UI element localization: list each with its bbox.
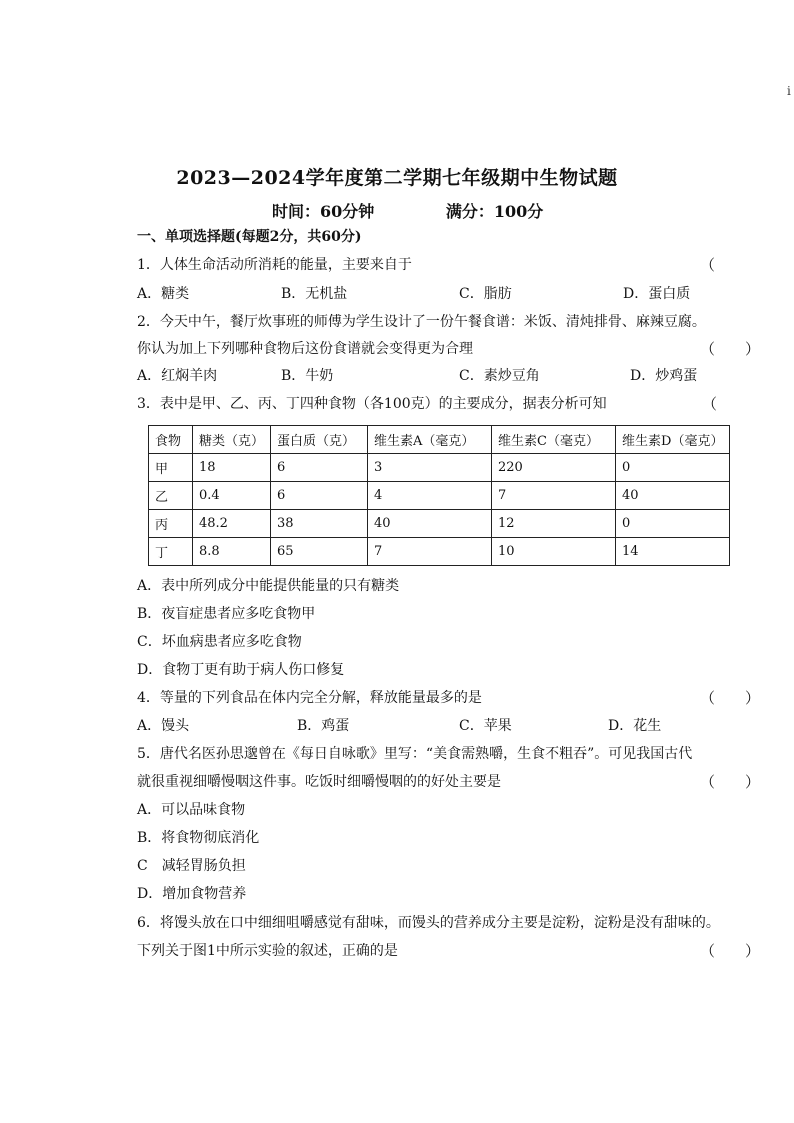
table-cell: 48.2 [193,510,271,538]
question-5-answer-paren: （ ） [700,773,761,791]
table-cell: 40 [368,510,492,538]
question-5-stem-line2: 就很重视细嚼慢咽这件事。吃饭时细嚼慢咽的的好处主要是 [137,774,501,790]
question-5-option-d: D．增加食物营养 [137,886,247,902]
question-3-option-b: B．夜盲症患者应多吃食物甲 [137,606,316,622]
question-1-option-b: B．无机盐 [281,286,348,302]
question-5-option-c: C 减轻胃肠负担 [137,858,246,874]
table-header-cell: 食物 [149,426,193,454]
question-1-option-d: D．蛋白质 [623,286,691,302]
page-title: 2023—2024学年度第二学期七年级期中生物试题 [176,167,618,189]
table-cell: 14 [616,538,730,566]
question-2-stem-line1: 2．今天中午，餐厅炊事班的师傅为学生设计了一份午餐食谱：米饭、清炖排骨、麻辣豆腐。 [137,314,706,330]
question-2-option-d: D．炒鸡蛋 [630,368,698,384]
table-row [149,482,730,510]
question-1-stem: 1．人体生命活动所消耗的能量，主要来自于 [137,257,412,273]
question-3-stem: 3．表中是甲、乙、丙、丁四种食物（各100克）的主要成分，据表分析可知 [137,396,607,412]
question-1-option-a: A．糖类 [137,286,190,302]
question-2-stem-line2: 你认为加上下列哪种食物后这份食谱就会变得更为合理 [137,341,473,357]
table-header-cell: 蛋白质（克） [271,426,368,454]
exam-time: 时间：60分钟 [272,202,375,221]
table-cell: 8.8 [193,538,271,566]
question-1-option-c: C．脂肪 [459,286,512,302]
table-cell: 12 [492,510,616,538]
table-row [149,510,730,538]
question-3-option-d: D．食物丁更有助于病人伤口修复 [137,662,345,678]
question-4-stem: 4．等量的下列食品在体内完全分解，释放能量最多的是 [137,690,482,706]
question-4-option-a: A．馒头 [137,718,190,734]
table-cell: 40 [616,482,730,510]
table-cell: 65 [271,538,368,566]
question-2-answer-paren: （ ） [700,340,761,358]
exam-score: 满分：100分 [445,202,544,221]
corner-mark: i [787,84,791,98]
table-cell: 38 [271,510,368,538]
question-4-option-d: D．花生 [608,718,662,734]
table-header-cell: 维生素C（毫克） [492,426,616,454]
question-3-option-c: C．坏血病患者应多吃食物 [137,634,302,650]
table-row [149,538,730,566]
question-1-answer-paren: （ [700,256,716,274]
table-cell: 6 [271,454,368,482]
table-cell: 10 [492,538,616,566]
question-3-option-a: A．表中所列成分中能提供能量的只有糖类 [137,578,400,594]
table-cell: 4 [368,482,492,510]
nutrient-table [148,425,730,566]
table-cell: 甲 [149,454,193,482]
table-header-cell: 糖类（克） [193,426,271,454]
table-header-cell: 维生素D（毫克） [616,426,730,454]
question-5-option-a: A．可以品味食物 [137,802,246,818]
question-2-option-a: A．红焖羊肉 [137,368,218,384]
question-6-stem-line1: 6．将馒头放在口中细细咀嚼感觉有甜味，而馒头的营养成分主要是淀粉，淀粉是没有甜味的。 [137,915,720,931]
question-2-option-b: B．牛奶 [281,368,334,384]
section-heading: 一、单项选择题(每题2分，共60分) [137,229,362,245]
question-4-answer-paren: （ ） [700,689,761,707]
question-2-option-c: C．素炒豆角 [459,368,540,384]
question-6-stem-line2: 下列关于图1中所示实验的叙述，正确的是 [137,943,398,959]
table-cell: 0 [616,510,730,538]
question-4-option-b: B．鸡蛋 [297,718,350,734]
table-cell: 220 [492,454,616,482]
table-cell: 乙 [149,482,193,510]
question-5-stem-line1: 5．唐代名医孙思邈曾在《每日自咏歌》里写：“美食需熟嚼，生食不粗吞”。可见我国古代 [137,746,693,762]
table-header-row [149,426,730,454]
table-cell: 0.4 [193,482,271,510]
exam-meta [272,199,543,222]
table-cell: 丙 [149,510,193,538]
table-cell: 6 [271,482,368,510]
table-cell: 丁 [149,538,193,566]
question-3-answer-paren: （ [702,395,718,413]
question-6-answer-paren: （ ） [700,942,761,960]
question-5-option-b: B．将食物彻底消化 [137,830,260,846]
table-header-cell: 维生素A（毫克） [368,426,492,454]
table-cell: 7 [368,538,492,566]
table-row [149,454,730,482]
table-cell: 0 [616,454,730,482]
question-4-option-c: C．苹果 [459,718,512,734]
table-cell: 7 [492,482,616,510]
table-cell: 18 [193,454,271,482]
table-cell: 3 [368,454,492,482]
